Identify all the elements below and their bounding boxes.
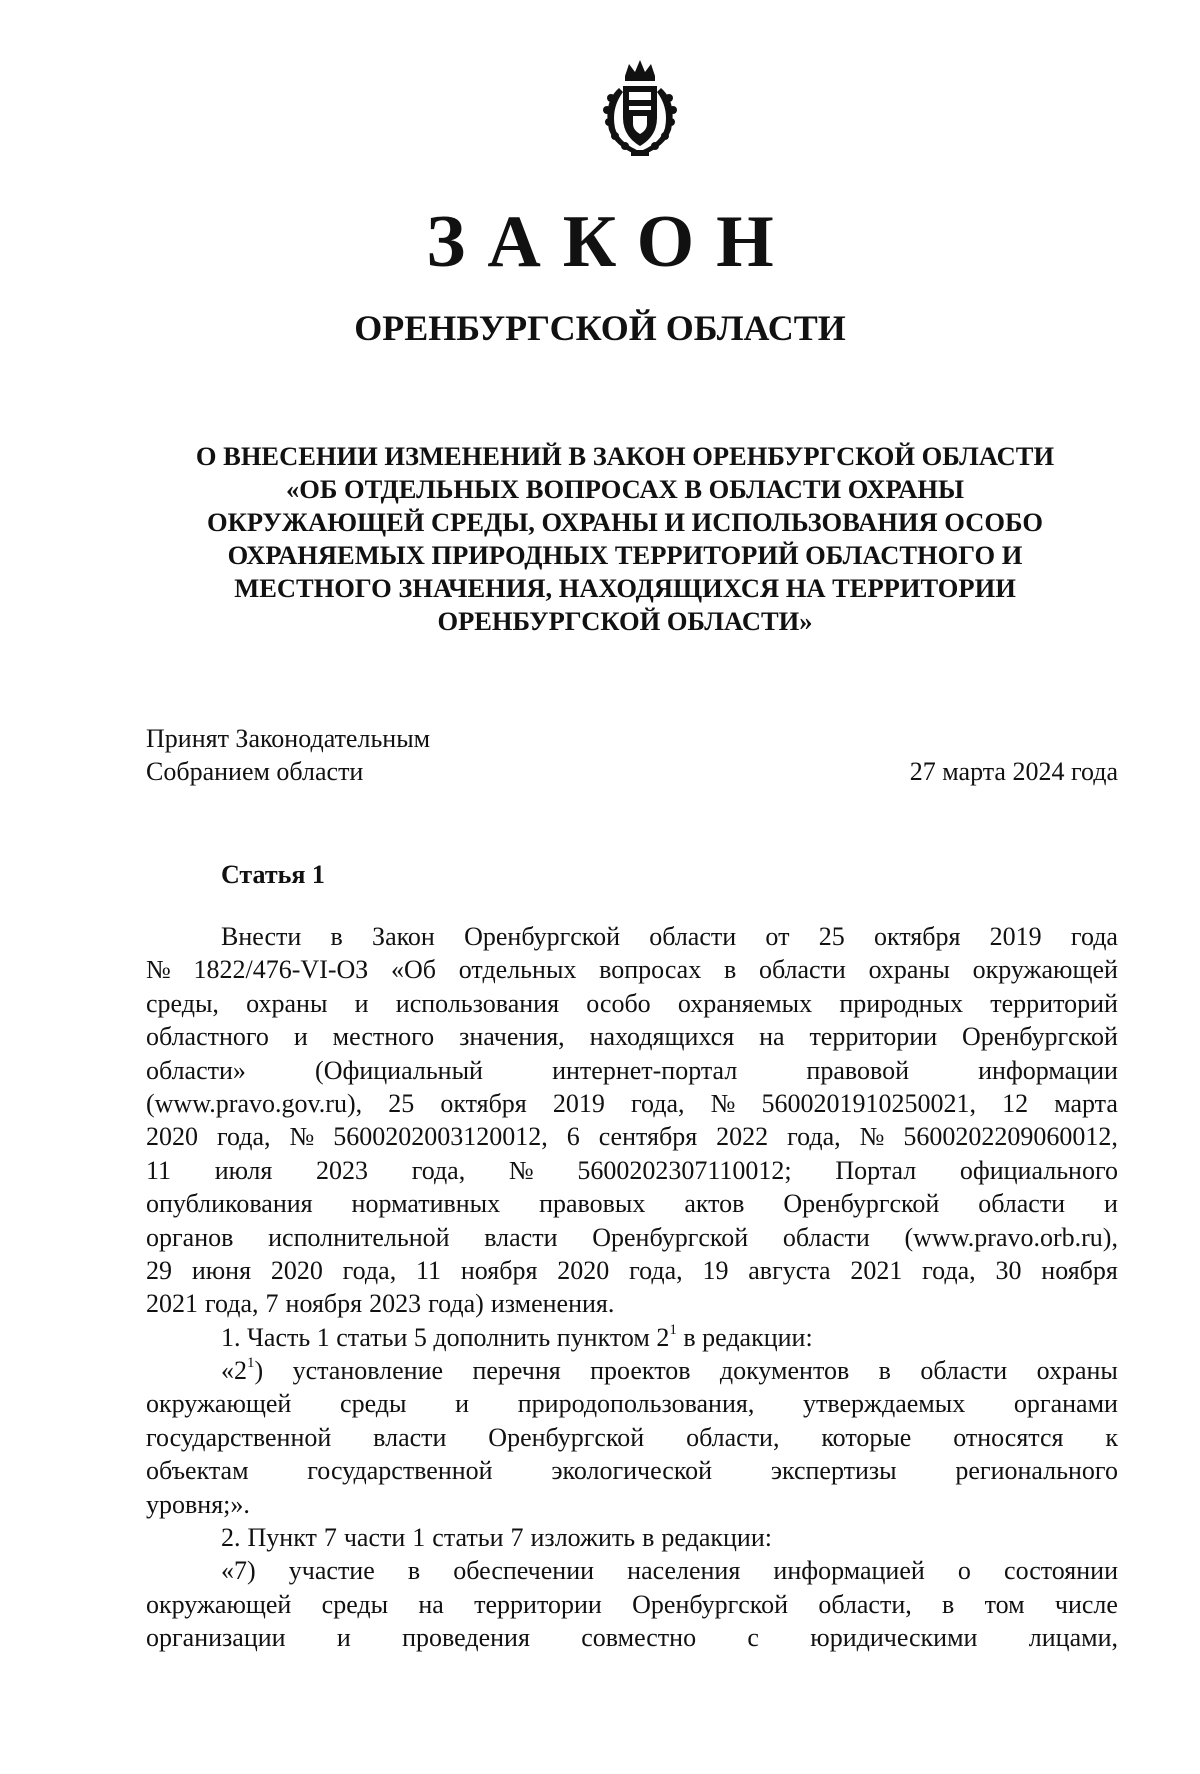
body-line: среды, охраны и использования особо охраняемых природных территорий [146,988,1118,1018]
superscript: 1 [247,1355,255,1372]
body-line: 11 июля 2023 года, № 5600202307110012; Портал официального [146,1155,1118,1185]
body-line [146,1321,1118,1354]
coat-of-arms-icon [585,58,695,158]
body-line: опубликования нормативных правовых актов Оренбургской области и [146,1189,1118,1219]
body-line: окружающей среды и природопользования, утверждаемых органами [146,1389,1118,1419]
law-title: ЗАКОН [426,201,796,283]
body-line: организации и проведения совместно с юридическими лицами, [146,1623,1118,1653]
adoption-line-2: Собранием области [146,757,364,786]
heading-line: ОРЕНБУРГСКОЙ ОБЛАСТИ» [437,606,813,636]
body-line: 2021 года, 7 ноября 2023 года) изменения. [146,1289,615,1319]
heading-line: ОХРАНЯЕМЫХ ПРИРОДНЫХ ТЕРРИТОРИЙ ОБЛАСТНОГО И [227,540,1023,570]
heading-line: МЕСТНОГО ЗНАЧЕНИЯ, НАХОДЯЩИХСЯ НА ТЕРРИТОРИИ [234,573,1016,603]
article-body [146,920,1118,1655]
body-line: областного и местного значения, находящихся на территории Оренбургской [146,1022,1118,1052]
heading-line: ОКРУЖАЮЩЕЙ СРЕДЫ, ОХРАНЫ И ИСПОЛЬЗОВАНИЯ ОСОБО [207,507,1043,537]
body-line-text: 1. Часть 1 статьи 5 дополнить пунктом $2^1$ в редакции: [221,1322,813,1352]
region-subtitle: ОРЕНБУРГСКОЙ ОБЛАСТИ [354,308,846,348]
body-line: № 1822/476-VI-ОЗ «Об отдельных вопросах в области охраны окружающей [146,955,1118,985]
article-title: Статья 1 [221,860,325,889]
adoption-note [146,722,430,788]
adoption-line-1: Принят Законодательным [146,724,431,753]
body-line: «7) участие в обеспечении населения информацией о состоянии [221,1556,1118,1586]
body-line: области» (Официальный интернет-портал правовой информации [146,1055,1118,1085]
law-heading [140,440,1110,638]
body-line: 2. Пункт 7 части 1 статьи 7 изложить в редакции: [221,1523,772,1553]
body-line: государственной власти Оренбургской области, которые относятся к [146,1422,1118,1452]
body-line: «$2^1$) установление перечня проектов документов в области охраны [221,1355,1118,1386]
body-line: объектам государственной экологической экспертизы регионального [146,1456,1118,1486]
body-line: 2020 года, № 5600202003120012, 6 сентября 2022 года, № 5600202209060012, [146,1122,1118,1152]
body-line: уровня;». [146,1489,250,1519]
body-line: органов исполнительной власти Оренбургской области (www.pravo.orb.ru), [146,1222,1118,1252]
heading-line: О ВНЕСЕНИИ ИЗМЕНЕНИЙ В ЗАКОН ОРЕНБУРГСКОЙ ОБЛАСТИ [195,441,1055,471]
body-line: Внести в Закон Оренбургской области от 25 октября 2019 года [221,922,1118,951]
body-line: 29 июня 2020 года, 11 ноября 2020 года, 19 августа 2021 года, 30 ноября [146,1255,1118,1285]
heading-line: «ОБ ОТДЕЛЬНЫХ ВОПРОСАХ В ОБЛАСТИ ОХРАНЫ [285,474,965,504]
adoption-date: 27 марта 2024 года [909,757,1118,786]
superscript: 1 [669,1322,677,1339]
body-line: окружающей среды на территории Оренбургской области, в том числе [146,1589,1118,1619]
body-line: (www.pravo.gov.ru), 25 октября 2019 года, № 5600201910250021, 12 марта [146,1088,1118,1118]
